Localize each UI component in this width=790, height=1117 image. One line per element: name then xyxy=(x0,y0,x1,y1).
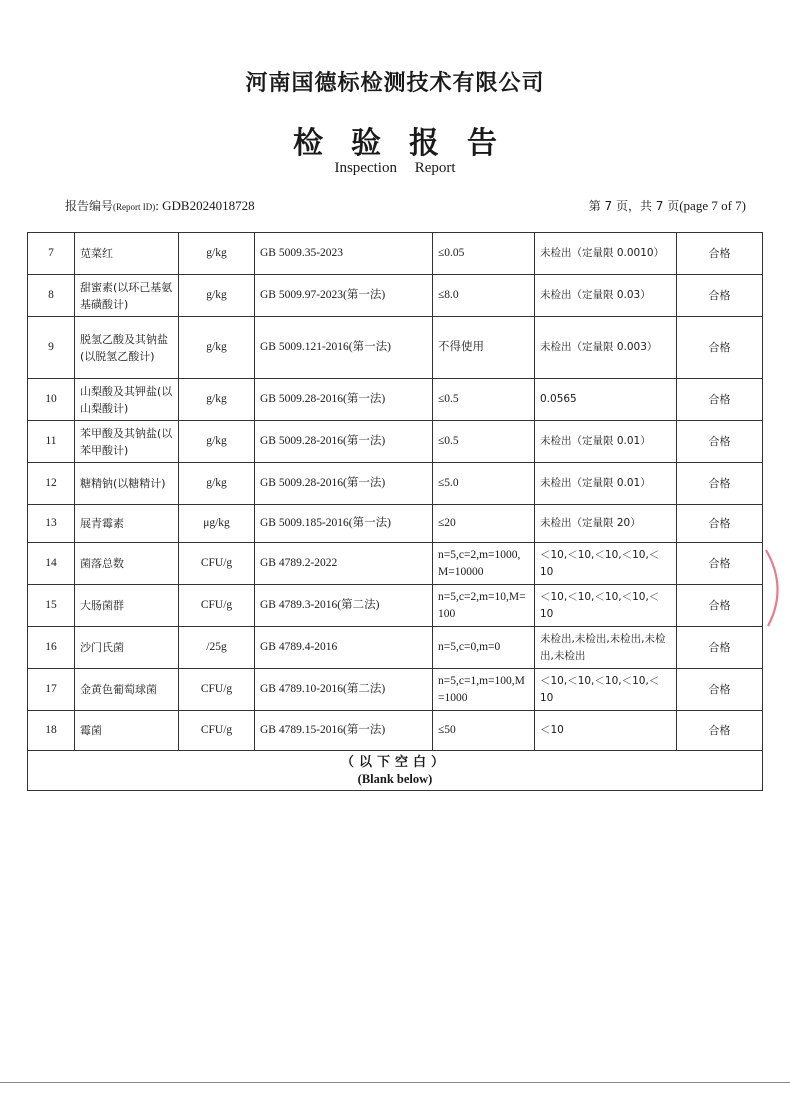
row-number: 12 xyxy=(28,463,75,505)
row-number: 8 xyxy=(28,275,75,317)
page-info xyxy=(589,197,746,214)
table-row xyxy=(28,421,763,463)
blank-below-cn: （以下空白） xyxy=(340,754,449,770)
verdict: 合格 xyxy=(677,711,763,751)
table-row xyxy=(28,233,763,275)
test-method: GB 4789.3-2016(第二法) xyxy=(255,585,433,627)
standard-limit: ≤8.0 xyxy=(433,275,535,317)
item-name: 沙门氏菌 xyxy=(75,627,179,669)
standard-limit: 不得使用 xyxy=(433,317,535,379)
item-name: 金黄色葡萄球菌 xyxy=(75,669,179,711)
test-method: GB 5009.185-2016(第一法) xyxy=(255,505,433,543)
unit: g/kg xyxy=(179,233,255,275)
test-method: GB 4789.15-2016(第一法) xyxy=(255,711,433,751)
table-row xyxy=(28,543,763,585)
table-row xyxy=(28,379,763,421)
table-row xyxy=(28,711,763,751)
standard-limit: ≤0.5 xyxy=(433,379,535,421)
unit: μg/kg xyxy=(179,505,255,543)
report-id-line xyxy=(65,197,255,214)
standard-limit: n=5,c=2,m=10,M=100 xyxy=(433,585,535,627)
seal-stamp-edge xyxy=(760,548,790,628)
unit: g/kg xyxy=(179,275,255,317)
test-method: GB 5009.28-2016(第一法) xyxy=(255,463,433,505)
unit: g/kg xyxy=(179,421,255,463)
unit: CFU/g xyxy=(179,585,255,627)
table-row xyxy=(28,275,763,317)
item-name: 脱氢乙酸及其钠盐(以脱氢乙酸计) xyxy=(75,317,179,379)
test-result: ＜10,＜10,＜10,＜10,＜10 xyxy=(535,585,677,627)
test-result: 未检出（定量限 0.003） xyxy=(535,317,677,379)
standard-limit: ≤0.05 xyxy=(433,233,535,275)
report-title-cn: 检验报告 xyxy=(293,126,525,161)
standard-limit: ≤50 xyxy=(433,711,535,751)
verdict: 合格 xyxy=(677,585,763,627)
verdict: 合格 xyxy=(677,627,763,669)
table-row xyxy=(28,317,763,379)
table-row xyxy=(28,463,763,505)
test-method: GB 5009.28-2016(第一法) xyxy=(255,379,433,421)
item-name: 苋菜红 xyxy=(75,233,179,275)
verdict: 合格 xyxy=(677,543,763,585)
unit: g/kg xyxy=(179,463,255,505)
row-number: 14 xyxy=(28,543,75,585)
standard-limit: ≤5.0 xyxy=(433,463,535,505)
item-name: 山梨酸及其钾盐(以山梨酸计) xyxy=(75,379,179,421)
blank-below-en: (Blank below) xyxy=(357,771,433,786)
report-id-colon: : xyxy=(155,198,159,213)
verdict: 合格 xyxy=(677,233,763,275)
test-result: 0.0565 xyxy=(535,379,677,421)
test-result: 未检出,未检出,未检出,未检出,未检出 xyxy=(535,627,677,669)
unit: CFU/g xyxy=(179,669,255,711)
item-name: 展青霉素 xyxy=(75,505,179,543)
test-result: ＜10,＜10,＜10,＜10,＜10 xyxy=(535,543,677,585)
unit: CFU/g xyxy=(179,543,255,585)
report-id-label-en: (Report ID) xyxy=(113,202,156,212)
test-method: GB 4789.2-2022 xyxy=(255,543,433,585)
row-number: 13 xyxy=(28,505,75,543)
test-method: GB 5009.97-2023(第一法) xyxy=(255,275,433,317)
table-row xyxy=(28,585,763,627)
standard-limit: n=5,c=2,m=1000,M=10000 xyxy=(433,543,535,585)
test-result: ＜10 xyxy=(535,711,677,751)
item-name: 菌落总数 xyxy=(75,543,179,585)
standard-limit: n=5,c=1,m=100,M=1000 xyxy=(433,669,535,711)
row-number: 7 xyxy=(28,233,75,275)
verdict: 合格 xyxy=(677,379,763,421)
standard-limit: n=5,c=0,m=0 xyxy=(433,627,535,669)
verdict: 合格 xyxy=(677,505,763,543)
table-row xyxy=(28,627,763,669)
row-number: 18 xyxy=(28,711,75,751)
test-method: GB 5009.121-2016(第一法) xyxy=(255,317,433,379)
row-number: 10 xyxy=(28,379,75,421)
verdict: 合格 xyxy=(677,275,763,317)
unit: CFU/g xyxy=(179,711,255,751)
test-method: GB 4789.4-2016 xyxy=(255,627,433,669)
unit: /25g xyxy=(179,627,255,669)
verdict: 合格 xyxy=(677,421,763,463)
test-result: 未检出（定量限 0.01） xyxy=(535,421,677,463)
blank-below-row xyxy=(28,751,763,791)
test-result: ＜10,＜10,＜10,＜10,＜10 xyxy=(535,669,677,711)
item-name: 糖精钠(以糖精计) xyxy=(75,463,179,505)
row-number: 16 xyxy=(28,627,75,669)
page-info-en: (page 7 of 7) xyxy=(679,198,746,213)
company-name: 河南国德标检测技术有限公司 xyxy=(245,71,545,96)
verdict: 合格 xyxy=(677,463,763,505)
table-row xyxy=(28,505,763,543)
unit: g/kg xyxy=(179,317,255,379)
row-number: 15 xyxy=(28,585,75,627)
row-number: 11 xyxy=(28,421,75,463)
item-name: 大肠菌群 xyxy=(75,585,179,627)
test-method: GB 5009.28-2016(第一法) xyxy=(255,421,433,463)
report-id-value: GDB2024018728 xyxy=(162,198,255,213)
verdict: 合格 xyxy=(677,317,763,379)
test-method: GB 4789.10-2016(第二法) xyxy=(255,669,433,711)
test-result: 未检出（定量限 0.01） xyxy=(535,463,677,505)
test-result: 未检出（定量限 0.0010） xyxy=(535,233,677,275)
unit: g/kg xyxy=(179,379,255,421)
results-table xyxy=(27,232,763,791)
page-bottom-rule xyxy=(0,1082,790,1083)
standard-limit: ≤0.5 xyxy=(433,421,535,463)
row-number: 17 xyxy=(28,669,75,711)
test-method: GB 5009.35-2023 xyxy=(255,233,433,275)
page-info-cn: 第 7 页，共 7 页 xyxy=(588,199,680,213)
test-result: 未检出（定量限 0.03） xyxy=(535,275,677,317)
row-number: 9 xyxy=(28,317,75,379)
table-row xyxy=(28,669,763,711)
blank-below-cell xyxy=(28,751,763,791)
test-result: 未检出（定量限 20） xyxy=(535,505,677,543)
report-id-label: 报告编号 xyxy=(65,199,114,213)
report-title-en: Inspection Report xyxy=(334,160,456,176)
standard-limit: ≤20 xyxy=(433,505,535,543)
item-name: 苯甲酸及其钠盐(以苯甲酸计) xyxy=(75,421,179,463)
verdict: 合格 xyxy=(677,669,763,711)
item-name: 甜蜜素(以环己基氨基磺酸计) xyxy=(75,275,179,317)
item-name: 霉菌 xyxy=(75,711,179,751)
results-table-body xyxy=(28,233,763,791)
